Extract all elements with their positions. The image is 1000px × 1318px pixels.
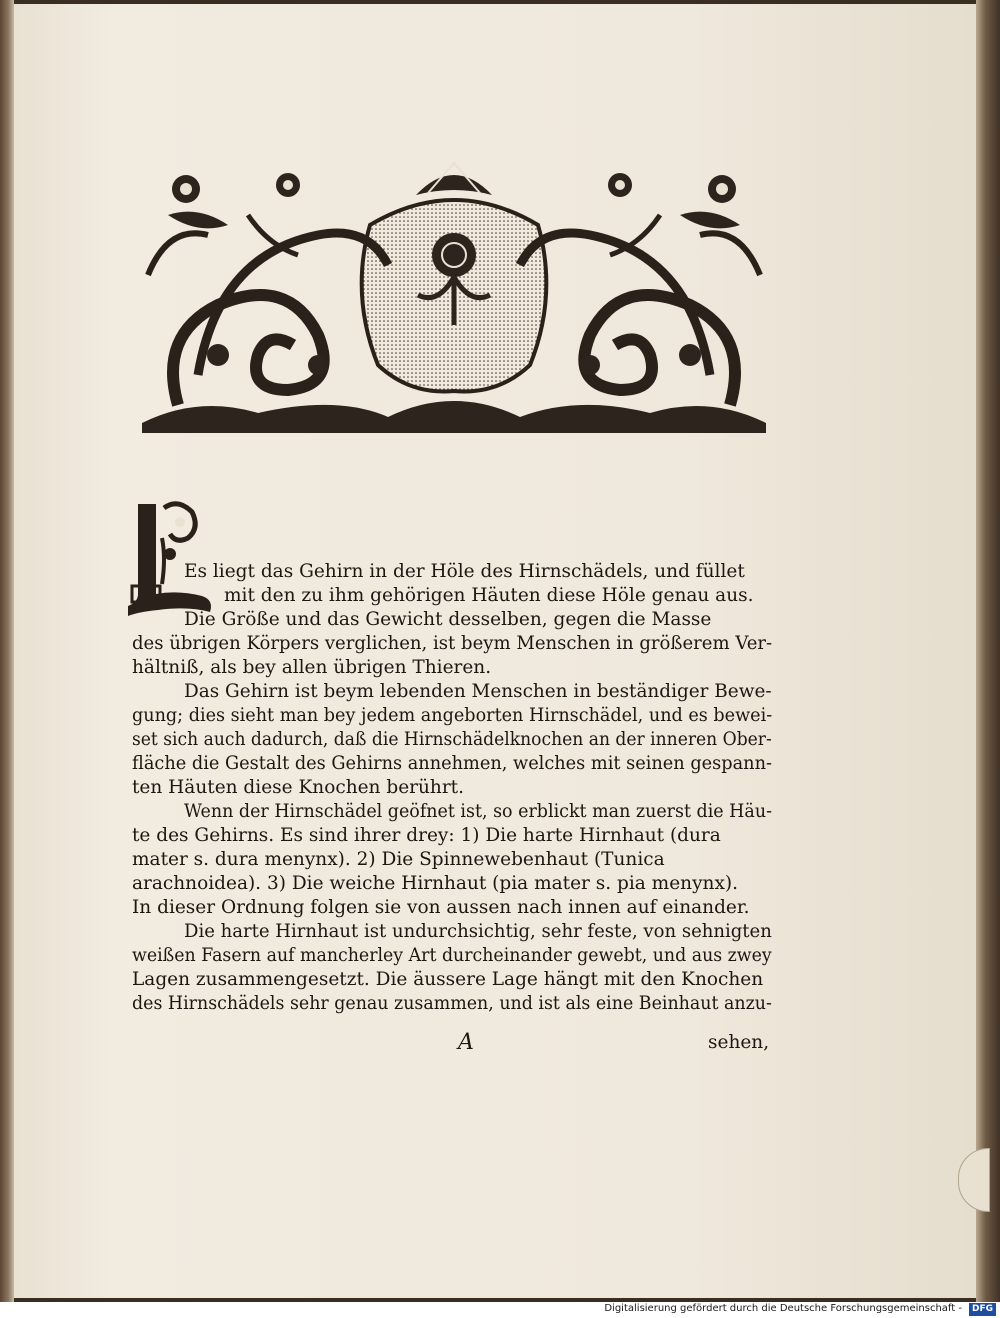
signature-mark: A: [458, 1030, 474, 1055]
catchword: sehen,: [708, 1032, 770, 1053]
text-line: te des Gehirns. Es sind ihrer drey: 1) Die harte Hirnhaut (dura: [132, 825, 721, 846]
text-line: des übrigen Körpers verglichen, ist beym Menschen in größerem Ver-: [132, 633, 773, 654]
text-line: Das Gehirn ist beym lebenden Menschen in beständiger Bewe-: [184, 681, 772, 702]
dfg-logo: DFG: [969, 1303, 996, 1316]
footer-bar: [0, 1302, 1000, 1318]
text-line: mater s. dura menynx). 2) Die Spinnewebenhaut (Tunica: [132, 849, 665, 870]
text-line: Wenn der Hirnschädel geöfnet ist, so erblickt man zuerst die Häu-: [184, 801, 772, 822]
text-line: Die Größe und das Gewicht desselben, gegen die Masse: [184, 609, 712, 630]
page-stack-edge: [976, 0, 1000, 1302]
text-line: ten Häuten diese Knochen berührt.: [132, 777, 464, 798]
text-line: gung; dies sieht man bey jedem angeborten Hirnschädel, und es bewei-: [132, 705, 773, 726]
text-line: Die harte Hirnhaut ist undurchsichtig, sehr feste, von sehnigten: [184, 921, 772, 942]
text-line: hältniß, als bey allen übrigen Thieren.: [132, 657, 492, 678]
text-line: weißen Fasern auf mancherley Art durcheinander gewebt, und aus zwey: [132, 945, 772, 966]
book-binding-edge: [0, 0, 14, 1302]
text-line: arachnoidea). 3) Die weiche Hirnhaut (pia mater s. pia menynx).: [132, 873, 738, 894]
text-line: mit den zu ihm gehörigen Häuten diese Höle genau aus.: [224, 585, 754, 606]
headpiece-ornament: [138, 155, 770, 435]
text-line: des Hirnschädels sehr genau zusammen, und ist als eine Beinhaut anzu-: [132, 993, 772, 1014]
funding-credit: Digitalisierung gefördert durch die Deutsche Forschungsgemeinschaft -: [604, 1303, 962, 1314]
decorated-initial: [118, 498, 220, 618]
text-line: fläche die Gestalt des Gehirns annehmen, welches mit seinen gespann-: [132, 753, 773, 774]
text-line: Lagen zusammengesetzt. Die äussere Lage hängt mit den Knochen: [132, 969, 764, 990]
text-line: In dieser Ordnung folgen sie von aussen nach innen auf einander.: [132, 897, 750, 918]
text-line: set sich auch dadurch, daß die Hirnschädelknochen an der inneren Ober-: [132, 729, 772, 750]
text-line: Es liegt das Gehirn in der Höle des Hirnschädels, und füllet: [184, 561, 745, 582]
